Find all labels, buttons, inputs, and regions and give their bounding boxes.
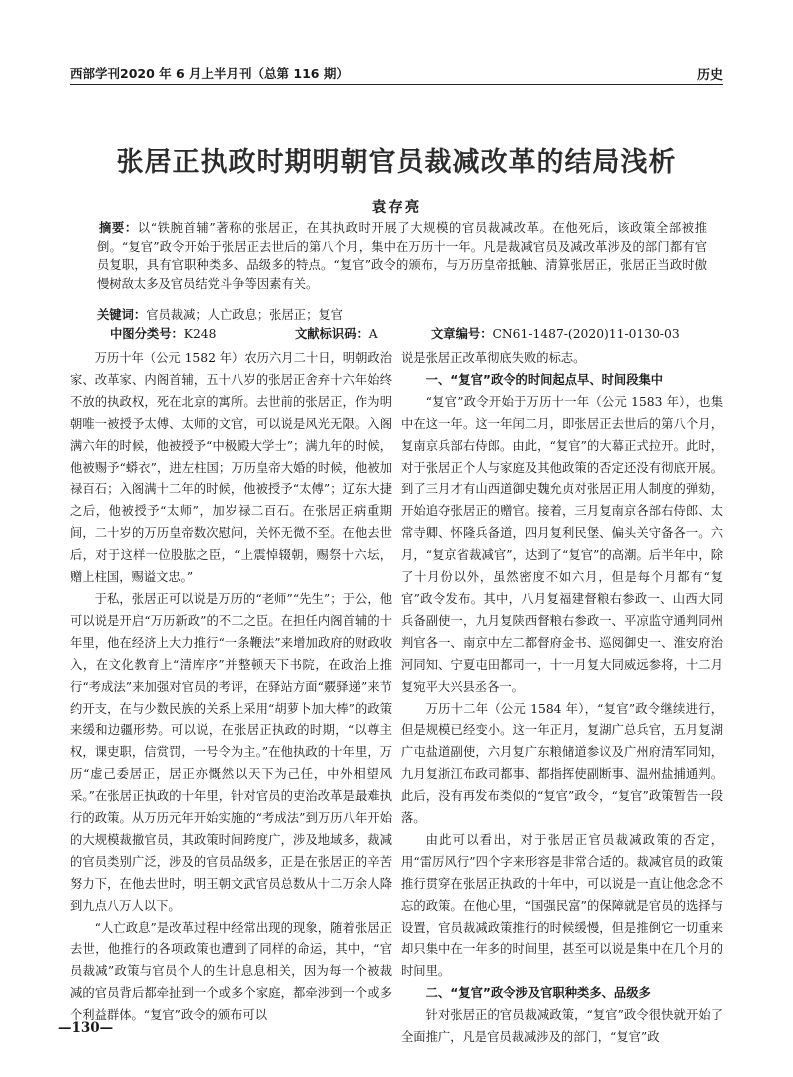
clc-label: 中图分类号：: [110, 327, 184, 341]
doc-code-value: A: [368, 327, 378, 341]
running-header: [70, 62, 723, 84]
keywords-label: 关键词：: [97, 308, 147, 322]
section-heading: 一、“复官”政令的时间起点早、时间段集中: [425, 372, 664, 387]
body-paragraph: “复官”政令开始于万历十一年（公元 1583 年），也集中在这一年。这一年闰二月，即张居正去世后的第八个月，复南京兵部右侍郎。由此，“复官”的大幕正式拉开。此时，对于张居正个人与家庭及其他政策的否定还没有彻底开展。到了三月才有山西道御史魏允贞对张居正用人制度的弹劾，开始追夺张居正的赠官。接着，三月复南京各部右侍郎、太常寺卿、怀隆兵备道，四月复利民堡、偏头关守备各一。六月，“复京省裁减官”，达到了“复官”的高潮。后半年中，除了十月份以外，虽然密度不如六月，但是每个月都有“复官”政令发布。其中，八月复福建督粮右参政一、山西大同兵备副使一，九月复陕西督粮右参政一、平凉监守通判同州判官各一、南京中左二都督府金书、巡阅御史一、淮安府治河同知、宁夏屯田都司一，十一月复大同威远参将，十二月复宛平大兴县丞各一。: [401, 394, 723, 694]
article-number-value: CN61-1487-(2020)11-0130-03: [492, 327, 680, 341]
left-column: [70, 348, 392, 1027]
article-number-label: 文章编号：: [431, 327, 493, 341]
abstract-label: 摘要：: [99, 221, 138, 235]
doc-code-label: 文献标识码：: [295, 327, 369, 341]
section-label: 历史: [696, 68, 723, 83]
author-name: 袁存亮: [371, 199, 422, 216]
section-heading: 二、“复官”政令涉及官职种类多、品级多: [425, 986, 651, 1001]
body-paragraph: 说是张居正改革彻底失败的标志。: [401, 351, 586, 365]
body-paragraph: 万历十年（公元 1582 年）农历六月二十日，明朝政治家、改革家、内阁首辅，五十八岁的张居正舍弃十六年始终不放的执政权，死在北京的寓所。去世前的张居正，作为明朝唯一被授予太傅、太师的文官，可以说是风光无限。入阁满六年的时候，他被授予“中极殿大学士”；满九年的时候，他被赐予“蟒衣”，进左柱国；万历皇帝大婚的时候，他被加禄百石；入阁满十二年的时候，他被授予“太傅”；辽东大捷之后，他被授予“太师”，加岁禄二百石。在张居正病重期间，二十岁的万历皇帝数次慰问，关怀无微不至。在他去世后，对于这样一位股肱之臣，“上震悼辍朝，赐祭十六坛，赠上柱国，赐谥文忠。”: [70, 351, 392, 585]
keywords: [97, 305, 343, 323]
body-paragraph: 于私，张居正可以说是万历的“老师”“先生”；于公，他可以说是开启“万历新政”的不二之臣。在担任内阁首辅的十年里，他在经济上大力推行“一条鞭法”来增加政府的财政收入，在文化教育上“清库序”并整顿天下书院，在政治上推行“考成法”来加强对官员的考评，在驿站方面“覈驿递”来节约开支，在与少数民族的关系上采用“胡萝卜加大棒”的政策来缓和边疆形势。可以说，在张居正执政的时期，“以尊主权，课吏职，信赏罚，一号令为主。”在他执政的十年里，万历“虚己委居正，居正亦慨然以天下为己任，中外相望风采。”在张居正执政的十年里，针对官员的吏治改革是最难执行的政策。从万历元年开始实施的“考成法”到万历八年开始的大规模裁撤官员，其政策时间跨度广，涉及地域多，裁减的官员类别广泛，涉及的官员品级多，正是在张居正的辛苦努力下，在他去世时，明王朝文武官员总数从十二万余人降到九点八万人以下。: [70, 591, 392, 913]
keywords-text: 官员裁减；人亡政息；张居正；复官: [146, 308, 343, 322]
header-rule: [70, 84, 723, 85]
abstract: [97, 219, 707, 293]
journal-name: 西部学刊2020 年 6 月上半月刊（总第 116 期）: [70, 66, 349, 81]
page-number: —130—: [58, 1020, 114, 1036]
body-paragraph: 针对张居正的官员裁减政策，“复官”政令很快就开始了全面推广，凡是官员裁减涉及的部门，“复官”政: [401, 1008, 723, 1045]
abstract-text: 以“铁腕首辅”著称的张居正，在其执政时开展了大规模的官员裁减改革。在他死后，该政策全部被推倒。“复官”政令开始于张居正去世后的第八个月，集中在万历十一年。凡是裁减官员及减改革涉及的部门都有官员复职，具有官职种类多、品级多的特点。“复官”政令的颁布，与万历皇帝抵触、清算张居正，张居正当政时傲慢树敌太多及官员结党斗争等因素有关。: [97, 221, 707, 291]
body-paragraph: “人亡政息”是改革过程中经常出现的现象，随着张居正去世，他推行的各项政策也遭到了同样的命运，其中，“官员裁减”政策与官员个人的生计息息相关，因为每一个被裁减的官员背后都牵扯到一个或多个家庭，都牵涉到一个或多个利益群体。“复官”政令的颁布可以: [70, 920, 392, 1023]
right-column: [401, 348, 723, 1049]
clc-value: K248: [183, 327, 217, 341]
body-paragraph: 万历十二年（公元 1584 年），“复官”政令继续进行，但是规模已经变小。这一年正月，复湖广总兵官，五月复湖广屯盐道副使，六月复广东粮储道参议及广州府清军同知，九月复浙江布政司都事、都指挥使副断事、温州盐捕通判。此后，没有再发布类似的“复官”政令，“复官”政策暂告一段落。: [401, 701, 723, 826]
article-meta: [110, 324, 680, 342]
body-paragraph: 由此可以看出，对于张居正官员裁减政策的否定，用“雷厉风行”四个字来形容是非常合适的。裁减官员的政策推行贯穿在张居正执政的十年中，可以说是一直让他念念不忘的政策。在他心里，“国强民富”的保障就是官员的选择与设置，官员裁减政策推行的时候缓慢，但是推倒它一切重来却只集中在一年多的时间里，甚至可以说是集中在几个月的时间里。: [401, 832, 723, 979]
article-title: 张居正执政时期明朝官员裁减改革的结局浅析: [116, 147, 677, 178]
